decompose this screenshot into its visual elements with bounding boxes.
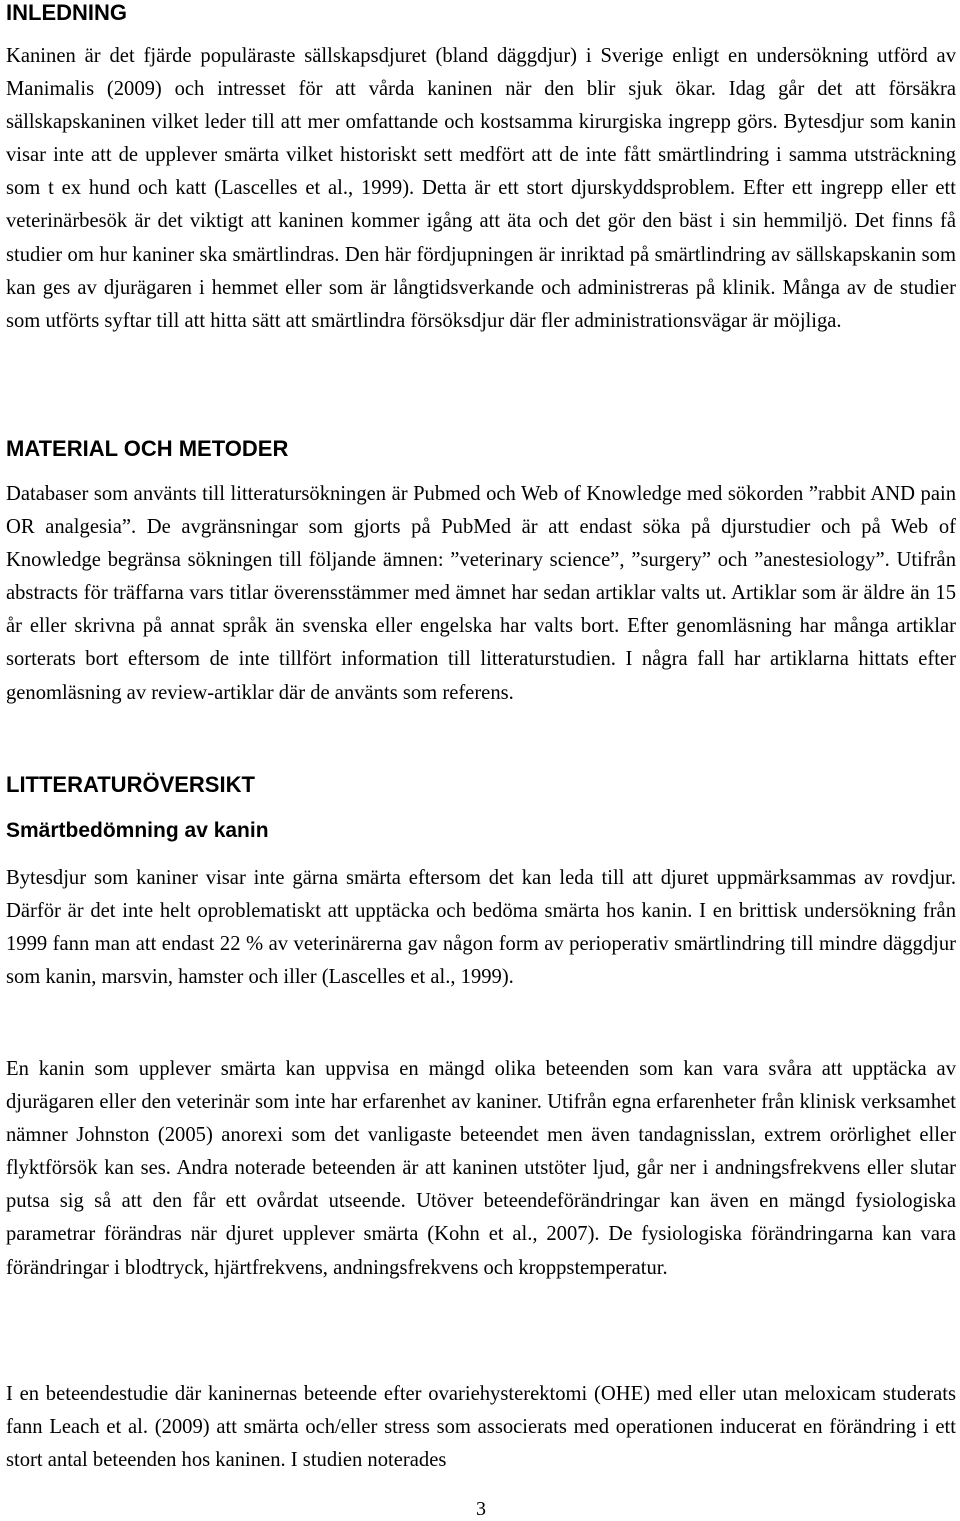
review-paragraph-1: Bytesdjur som kaniner visar inte gärna smärta eftersom det kan leda till att djuret uppmärksammas av rovdjur. Därför är det inte helt oproblematiskt att upptäcka och bedöma smärta hos kanin. I en brittisk undersökning från 1999 fann man att endast 22 % av veterinärerna gav någon form av perioperativ smärtlindring till mindre däggdjur som kanin, marsvin, hamster och iller (Lascelles et al., 1999). xyxy=(6,867,956,989)
subsection-heading-pain-assessment: Smärtbedömning av kanin xyxy=(6,819,269,842)
page-number: 3 xyxy=(476,1498,486,1520)
methods-paragraph: Databaser som använts till litteratursökningen är Pubmed och Web of Knowledge med sökorden ”rabbit AND pain OR analgesia”. De avgränsningar som gjorts på PubMed är att endast söka på djurstudier och på Web of Knowledge begränsa sökningen till följande ämnen: ”veterinary science”, ”surgery” och ”anestesiology”. Utifrån abstracts för träffarna vars titlar överensstämmer med ämnet har sedan artiklar valts ut. Artiklar som är äldre än 15 år eller skrivna på annat språk än svenska eller engelska har valts bort. Efter genomläsning har många artiklar sorterats bort eftersom de inte tillfört information till litteraturstudien. I några fall har artiklarna hittats efter genomläsning av review-artiklar där de använts som referens. xyxy=(6,483,956,704)
review-paragraph-2: En kanin som upplever smärta kan uppvisa en mängd olika beteenden som kan vara svåra att upptäcka av djurägaren eller den veterinär som inte har erfarenhet av kaniner. Utifrån egna erfarenheter från klinisk verksamhet nämner Johnston (2005) anorexi som det vanligaste beteendet men även tandagnisslan, extrem orörlighet eller flyktförsök kan ses. Andra noterade beteenden är att kaninen utstöter ljud, går ner i andningsfrekvens eller slutar putsa sig så att den får ett ovårdat utseende. Utöver beteendeförändringar kan även en mängd fysiologiska parametrar förändras när djuret upplever smärta (Kohn et al., 2007). De fysiologiska förändringarna kan vara förändringar i blodtryck, hjärtfrekvens, andningsfrekvens och kroppstemperatur. xyxy=(6,1058,956,1279)
section-heading-review: LITTERATURÖVERSIKT xyxy=(6,772,255,797)
review-paragraph-3: I en beteendestudie där kaninernas beteende efter ovariehysterektomi (OHE) med eller utan meloxicam studerats fann Leach et al. (2009) att smärta och/eller stress som associerats med operationen inducerat en förändring i ett stort antal beteenden hos kaninen. I studien noterades xyxy=(6,1383,956,1472)
section-heading-methods: MATERIAL OCH METODER xyxy=(6,436,289,461)
intro-paragraph: Kaninen är det fjärde populäraste sällskapsdjuret (bland däggdjur) i Sverige enligt en undersökning utförd av Manimalis (2009) och intresset för att vårda kaninen när den blir sjuk ökar. Idag går det att försäkra sällskapskaninen vilket leder till att mer omfattande och kostsamma kirurgiska ingrepp görs. Bytesdjur som kanin visar inte att de upplever smärta vilket historiskt sett medfört att de inte fått smärtlindring i samma utsträckning som t ex hund och katt (Lascelles et al., 1999). Detta är ett stort djurskyddsproblem. Efter ett ingrepp eller ett veterinärbesök är det viktigt att kaninen kommer igång att äta och det gör den bäst i sin hemmiljö. Det finns få studier om hur kaniner ska smärtlindras. Den här fördjupningen är inriktad på smärtlindring av sällskapskanin som kan ges av djurägaren i hemmet eller som är långtidsverkande och administreras på klinik. Många av de studier som utförts syftar till att hitta sätt att smärtlindra försöksdjur där fler administrationsvägar är möjliga. xyxy=(6,45,956,332)
section-heading-intro: INLEDNING xyxy=(6,0,127,25)
document-page xyxy=(6,0,956,1521)
